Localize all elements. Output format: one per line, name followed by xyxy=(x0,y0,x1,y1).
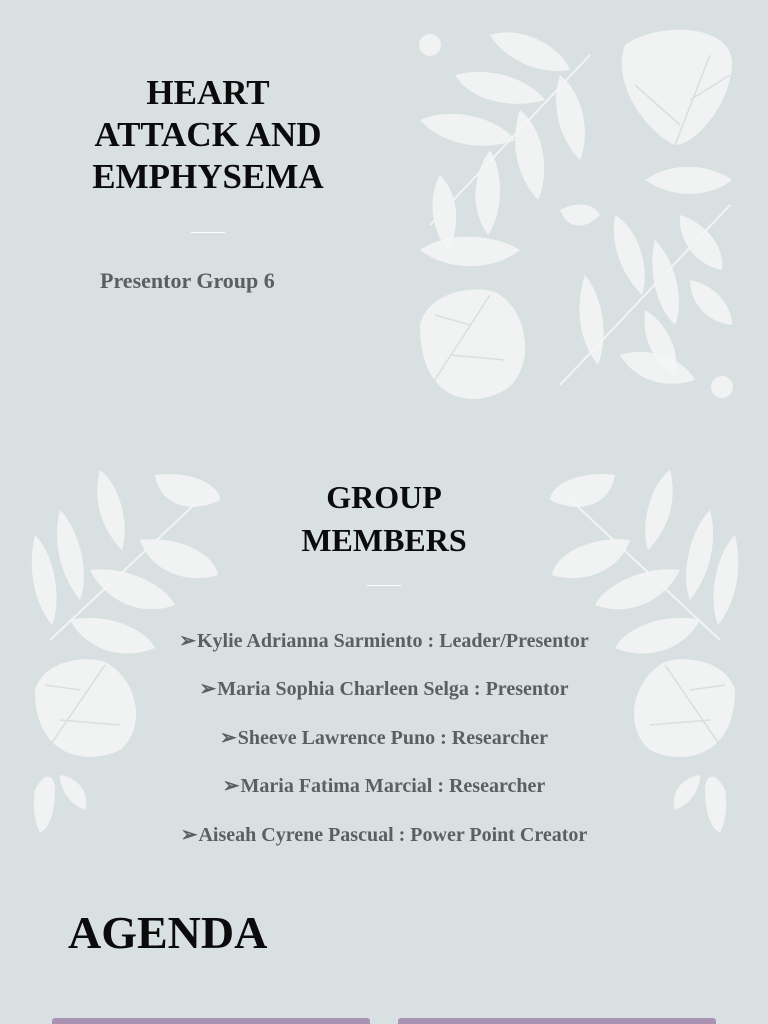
member-text: Sheeve Lawrence Puno : Researcher xyxy=(237,726,549,749)
agenda-card xyxy=(398,1018,716,1024)
arrow-bullet-icon: ➢ xyxy=(222,775,240,798)
title-slide xyxy=(0,0,768,420)
presenter-subtitle: Presentor Group 6 xyxy=(100,268,275,293)
members-list xyxy=(130,616,638,859)
member-entry xyxy=(179,628,589,653)
leaf-decoration-icon xyxy=(410,25,750,410)
arrow-bullet-icon: ➢ xyxy=(180,823,198,846)
member-entry xyxy=(199,676,568,701)
list-item xyxy=(130,616,638,665)
member-entry xyxy=(220,725,548,750)
arrow-bullet-icon: ➢ xyxy=(199,678,217,701)
title-line: MEMBERS xyxy=(301,522,467,558)
title-line: EMPHYSEMA xyxy=(92,157,324,196)
members-divider xyxy=(367,585,401,586)
agenda-slide xyxy=(0,860,768,1024)
member-text: Kylie Adrianna Sarmiento : Leader/Presentor xyxy=(196,629,589,652)
member-text: Maria Sophia Charleen Selga : Presentor xyxy=(217,678,569,701)
list-item xyxy=(130,762,638,811)
list-item xyxy=(130,665,638,714)
title-divider xyxy=(191,232,225,233)
arrow-bullet-icon: ➢ xyxy=(219,726,237,749)
agenda-card xyxy=(52,1018,370,1024)
title-line: HEART xyxy=(146,73,270,112)
title-line: ATTACK AND xyxy=(94,115,322,154)
presentation-title xyxy=(60,72,356,198)
member-text: Aiseah Cyrene Pascual : Power Point Creator xyxy=(198,823,588,846)
arrow-bullet-icon: ➢ xyxy=(179,629,196,652)
group-members-slide xyxy=(0,420,768,860)
agenda-title: AGENDA xyxy=(68,907,268,958)
title-line: GROUP xyxy=(326,479,442,515)
member-text: Maria Fatima Marcial : Researcher xyxy=(240,775,546,798)
list-item xyxy=(130,713,638,762)
member-entry xyxy=(181,822,588,847)
list-item xyxy=(130,810,638,859)
member-entry xyxy=(223,773,545,798)
members-title xyxy=(234,476,534,562)
